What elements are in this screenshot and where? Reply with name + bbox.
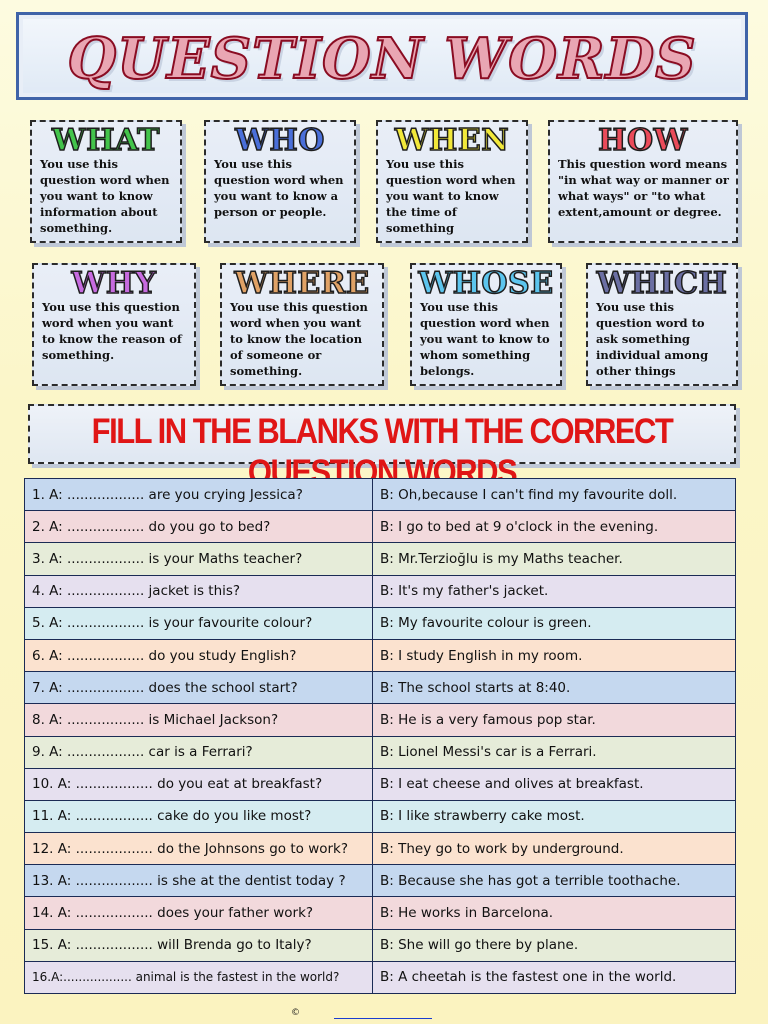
answer-cell: B: I study English in my room. [373, 639, 736, 671]
card-description: You use this question word to ask something individual among other things [596, 300, 709, 378]
table-row [25, 607, 736, 639]
exercise-title: FILL IN THE BLANKS WITH THE CORRECT QUESTION WORDS [91, 410, 673, 493]
question-word: WHEN [394, 123, 510, 158]
answer-cell: B: The school starts at 8:40. [373, 672, 736, 704]
table-row [25, 768, 736, 800]
card-which [586, 263, 738, 386]
answer-cell: B: Mr.Terzioğlu is my Maths teacher. [373, 543, 736, 575]
answer-cell: B: Lionel Messi's car is a Ferrari. [373, 736, 736, 768]
question-cell: 15. A: .................. will Brenda go to Italy? [25, 929, 373, 961]
question-cell: 10. A: .................. do you eat at breakfast? [25, 768, 373, 800]
question-word: WHERE [234, 266, 370, 301]
exercise-banner [28, 404, 736, 493]
question-cell: 2. A: .................. do you go to bed? [25, 511, 373, 543]
question-cell: 9. A: .................. car is a Ferrari? [25, 736, 373, 768]
card-who [204, 120, 356, 243]
card-description: This question word means "in what way or manner or what ways" or "to what extent,amount or degree. [558, 157, 729, 219]
card-where [220, 263, 384, 386]
question-word: WHY [71, 266, 157, 301]
card-description: You use this question word when you want to know the time of something [386, 157, 516, 235]
answer-cell: B: She will go there by plane. [373, 929, 736, 961]
question-cell: 7. A: .................. does the school start? [25, 672, 373, 704]
footer-link-underline[interactable] [334, 1018, 432, 1019]
card-what [30, 120, 182, 243]
answer-cell: B: Oh,because I can't find my favourite doll. [373, 479, 736, 511]
question-cell: 12. A: .................. do the Johnsons go to work? [25, 833, 373, 865]
card-when [376, 120, 528, 243]
title-banner [16, 12, 748, 100]
table-row [25, 961, 736, 993]
question-cell: 14. A: .................. does your father work? [25, 897, 373, 929]
card-description: You use this question word when you want to know a person or people. [214, 157, 344, 219]
answer-cell: B: A cheetah is the fastest one in the world. [373, 961, 736, 993]
answer-cell: B: My favourite colour is green. [373, 607, 736, 639]
answer-cell: B: I eat cheese and olives at breakfast. [373, 768, 736, 800]
card-description: You use this question word when you want to know to whom something belongs. [420, 300, 550, 378]
question-cell: 1. A: .................. are you crying Jessica? [25, 479, 373, 511]
page-title: QUESTION WORDS [67, 26, 697, 92]
answer-cell: B: It's my father's jacket. [373, 575, 736, 607]
question-word: WHICH [596, 266, 728, 301]
copyright-mark: © [291, 1008, 300, 1018]
card-description: You use this question word when you want to know the location of someone or something. [230, 300, 368, 378]
question-cell: 4. A: .................. jacket is this? [25, 575, 373, 607]
question-word: WHO [235, 123, 325, 158]
table-row [25, 575, 736, 607]
table-row [25, 800, 736, 832]
answer-cell: B: They go to work by underground. [373, 833, 736, 865]
card-whose [410, 263, 562, 386]
table-row [25, 543, 736, 575]
question-word: WHAT [52, 123, 160, 158]
table-row [25, 639, 736, 671]
table-row [25, 736, 736, 768]
question-cell: 5. A: .................. is your favourite colour? [25, 607, 373, 639]
question-cell: 3. A: .................. is your Maths teacher? [25, 543, 373, 575]
question-cell: 11. A: .................. cake do you like most? [25, 800, 373, 832]
card-description: You use this question word when you want to know information about something. [40, 157, 170, 235]
table-row [25, 672, 736, 704]
table-row [25, 929, 736, 961]
card-description: You use this question word when you want to know the reason of something. [42, 300, 182, 362]
table-row [25, 833, 736, 865]
table-row [25, 479, 736, 511]
exercise-table [24, 478, 736, 994]
answer-cell: B: I go to bed at 9 o'clock in the evening. [373, 511, 736, 543]
question-word: WHOSE [418, 266, 554, 301]
answer-cell: B: He works in Barcelona. [373, 897, 736, 929]
table-row [25, 704, 736, 736]
question-cell: 6. A: .................. do you study English? [25, 639, 373, 671]
table-row [25, 511, 736, 543]
card-how [548, 120, 738, 243]
question-cell: 13. A: .................. is she at the dentist today ? [25, 865, 373, 897]
table-row [25, 865, 736, 897]
question-cell: 8. A: .................. is Michael Jackson? [25, 704, 373, 736]
question-cell: 16.A:.................. animal is the fastest in the world? [25, 961, 373, 993]
table-row [25, 897, 736, 929]
answer-cell: B: Because she has got a terrible toothache. [373, 865, 736, 897]
answer-cell: B: He is a very famous pop star. [373, 704, 736, 736]
question-word: HOW [598, 123, 688, 158]
card-why [32, 263, 196, 386]
answer-cell: B: I like strawberry cake most. [373, 800, 736, 832]
